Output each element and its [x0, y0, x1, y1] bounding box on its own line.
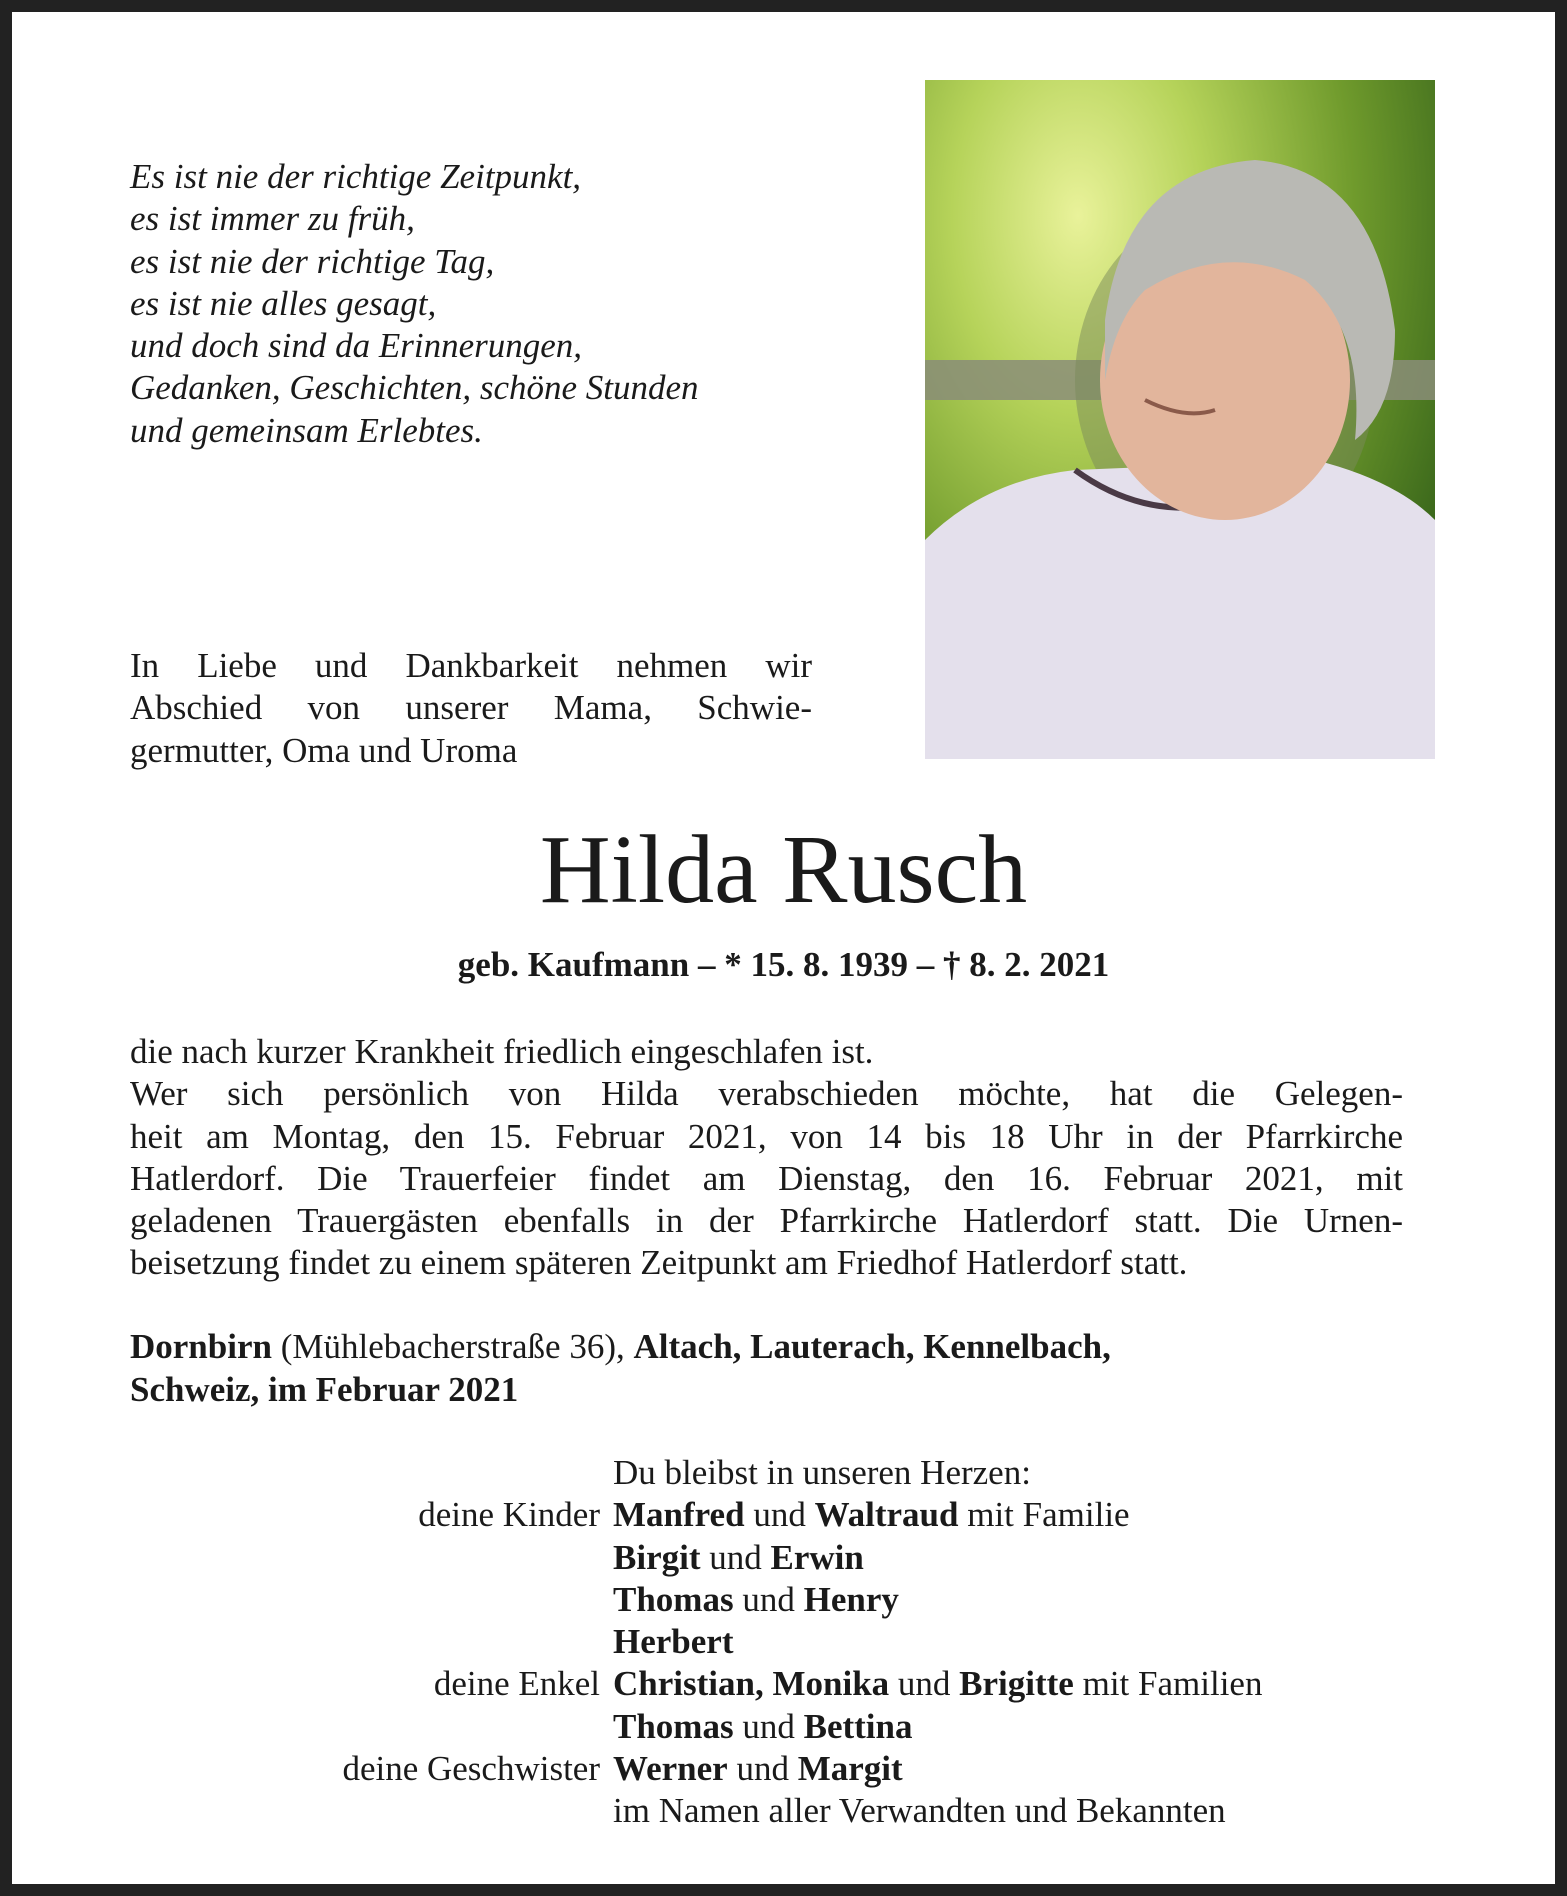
family-label: [0, 1537, 613, 1579]
body-line: die nach kurzer Krankheit friedlich eingeschlafen ist.: [130, 1032, 874, 1071]
intro-text: [130, 645, 812, 772]
family-name: Waltraud: [814, 1495, 959, 1535]
funeral-details: [130, 1031, 1403, 1285]
family-text: mit Familien: [1073, 1664, 1263, 1704]
family-name: Henry: [803, 1579, 899, 1619]
life-dates: geb. Kaufmann – * 15. 8. 1939 – † 8. 2. 2021: [457, 945, 1110, 984]
intro-line: In Liebe und Dankbarkeit nehmen wir: [130, 646, 812, 685]
family-row: [0, 1494, 1567, 1536]
family-label: [0, 1790, 613, 1832]
poem: [130, 156, 699, 452]
family-names: [613, 1579, 899, 1621]
family-names: [613, 1706, 912, 1748]
family-text: und: [744, 1495, 815, 1535]
family-names: [613, 1494, 1130, 1536]
family-name: Werner: [613, 1749, 728, 1789]
family-row: [0, 1663, 1567, 1705]
family-row: [0, 1621, 1567, 1663]
family-row: [0, 1706, 1567, 1748]
poem-line: und gemeinsam Erlebtes.: [130, 410, 483, 450]
place-city: Dornbirn: [130, 1327, 272, 1366]
place-address: (Mühlebacherstraße 36),: [271, 1327, 634, 1366]
poem-line: es ist nie der richtige Tag,: [130, 241, 495, 281]
poem-line: es ist nie alles gesagt,: [130, 283, 437, 323]
body-line: heit am Montag, den 15. Februar 2021, von 14 bis 18 Uhr in der Pfarrkirche: [130, 1116, 1403, 1156]
family-name: Thomas: [613, 1706, 734, 1746]
poem-line: Es ist nie der richtige Zeitpunkt,: [130, 157, 582, 196]
family-label: deine Geschwister: [342, 1749, 600, 1789]
body-line: Wer sich persönlich von Hilda verabschieden möchte, hat die Gelegen-: [130, 1074, 1403, 1114]
family-row: [0, 1748, 1567, 1790]
family-label: [0, 1706, 613, 1748]
family-name: Birgit: [613, 1537, 701, 1577]
family-text: im Namen aller Verwandten und Bekannten: [613, 1791, 1226, 1831]
family-label: deine Enkel: [433, 1664, 600, 1704]
family-list: [0, 1452, 1567, 1833]
family-names: [613, 1790, 1226, 1832]
family-name: Margit: [797, 1749, 903, 1789]
family-label: [0, 1579, 613, 1621]
family-row: [0, 1537, 1567, 1579]
family-name: Herbert: [613, 1622, 734, 1662]
body-line: beisetzung findet zu einem späteren Zeitpunkt am Friedhof Hatlerdorf statt.: [130, 1243, 1188, 1283]
family-text: und: [727, 1749, 798, 1789]
intro-line: germutter, Oma und Uroma: [130, 730, 518, 770]
poem-line: und doch sind da Erinnerungen,: [130, 326, 583, 366]
intro-line: Abschied von unserer Mama, Schwie-: [130, 688, 812, 728]
family-text: und: [700, 1537, 771, 1577]
body-line: geladenen Trauergästen ebenfalls in der Pfarrkirche Hatlerdorf statt. Die Urnen-: [130, 1201, 1403, 1241]
deceased-name: Hilda Rusch: [539, 816, 1028, 924]
family-names: [613, 1452, 1031, 1494]
family-text: mit Familie: [958, 1495, 1130, 1535]
family-row: [0, 1790, 1567, 1832]
family-text: Du bleibst in unseren Herzen:: [613, 1453, 1031, 1492]
poem-line: Gedanken, Geschichten, schöne Stunden: [130, 368, 699, 408]
family-label: [0, 1452, 613, 1494]
portrait-photo: [925, 80, 1435, 759]
poem-line: es ist immer zu früh,: [130, 199, 415, 239]
place-line2: Schweiz, im Februar 2021: [130, 1369, 519, 1409]
family-row: [0, 1579, 1567, 1621]
family-name: Brigitte: [959, 1664, 1074, 1704]
family-names: [613, 1748, 903, 1790]
place-and-date: [130, 1326, 1430, 1411]
place-others: Altach, Lauterach, Kennelbach,: [633, 1327, 1111, 1366]
family-names: [613, 1537, 864, 1579]
family-name: Thomas: [613, 1579, 734, 1619]
family-text: und: [889, 1664, 960, 1704]
family-label: [0, 1621, 613, 1663]
family-name: Erwin: [770, 1537, 864, 1577]
family-names: [613, 1663, 1262, 1705]
family-text: und: [733, 1579, 804, 1619]
family-row: [0, 1452, 1567, 1494]
family-name: Christian, Monika: [613, 1664, 890, 1704]
family-name: Bettina: [803, 1706, 913, 1746]
family-name: Manfred: [613, 1495, 745, 1535]
family-names: [613, 1621, 733, 1663]
family-text: und: [733, 1706, 804, 1746]
body-line: Hatlerdorf. Die Trauerfeier findet am Dienstag, den 16. Februar 2021, mit: [130, 1158, 1403, 1198]
family-label: deine Kinder: [418, 1495, 600, 1535]
